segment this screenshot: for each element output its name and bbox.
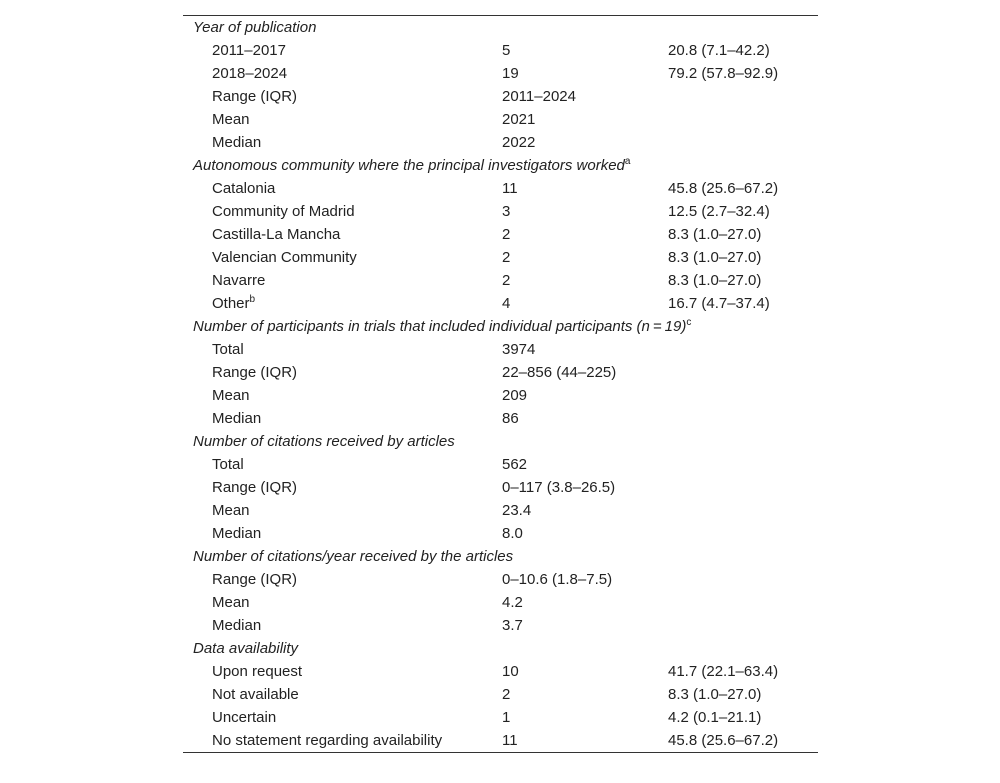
table-row	[183, 660, 818, 683]
table-row	[183, 62, 818, 85]
row-label-text: Median	[212, 410, 262, 427]
row-label-text: Other	[212, 295, 250, 312]
row-label	[212, 39, 286, 62]
row-label-text: Median	[212, 525, 262, 542]
section-heading	[183, 637, 818, 660]
table-row	[183, 499, 818, 522]
row-percent-ci: 79.2 (57.8–92.9)	[668, 65, 779, 82]
characteristics-table	[183, 15, 818, 753]
table-row	[183, 683, 818, 706]
table-row	[183, 338, 818, 361]
row-label	[212, 177, 275, 200]
row-label-text: Range (IQR)	[212, 479, 298, 496]
row-count: 3	[502, 203, 511, 220]
row-label	[212, 499, 250, 522]
table-row	[183, 361, 818, 384]
table-row	[183, 177, 818, 200]
row-count: 0–117 (3.8–26.5)	[502, 479, 616, 496]
row-label	[212, 683, 299, 706]
row-count: 3974	[502, 341, 536, 358]
row-percent-ci: 16.7 (4.7–37.4)	[668, 295, 770, 312]
row-count: 8.0	[502, 525, 523, 542]
table-row	[183, 292, 818, 315]
row-label	[212, 62, 287, 85]
table-row	[183, 591, 818, 614]
table-row	[183, 131, 818, 154]
row-label	[212, 660, 302, 683]
row-count: 4.2	[502, 594, 523, 611]
table-row	[183, 706, 818, 729]
row-label-text: Castilla-La Mancha	[212, 226, 341, 243]
row-count: 19	[502, 65, 519, 82]
row-count: 5	[502, 42, 511, 59]
section-heading-text: Year of publication	[193, 19, 317, 36]
row-label-text: Total	[212, 456, 244, 473]
row-label-text: Range (IQR)	[212, 364, 298, 381]
row-label-text: Mean	[212, 111, 250, 128]
row-label	[212, 338, 244, 361]
row-percent-ci: 12.5 (2.7–32.4)	[668, 203, 770, 220]
row-count: 22–856 (44–225)	[502, 364, 617, 381]
row-count: 209	[502, 387, 528, 404]
row-count: 11	[502, 732, 518, 749]
row-label-text: Upon request	[212, 663, 303, 680]
row-percent-ci: 41.7 (22.1–63.4)	[668, 663, 779, 680]
row-percent-ci: 45.8 (25.6–67.2)	[668, 180, 779, 197]
row-percent-ci: 45.8 (25.6–67.2)	[668, 732, 779, 749]
row-percent-ci: 8.3 (1.0–27.0)	[668, 272, 762, 289]
row-label	[212, 223, 340, 246]
row-label-text: Mean	[212, 502, 250, 519]
row-count: 86	[502, 410, 519, 427]
section-heading-text: Number of participants in trials that included individual participants (n = 19)	[193, 318, 687, 335]
table-row	[183, 39, 818, 62]
row-label-text: 2018–2024	[212, 65, 288, 82]
row-count: 2021	[502, 111, 536, 128]
row-label-text: Mean	[212, 594, 250, 611]
row-percent-ci: 20.8 (7.1–42.2)	[668, 42, 770, 59]
table-row	[183, 453, 818, 476]
row-label-text: 2011–2017	[212, 42, 286, 59]
row-count: 23.4	[502, 502, 532, 519]
row-label	[212, 246, 357, 269]
row-label	[212, 131, 261, 154]
row-label-text: No statement regarding availability	[212, 732, 443, 749]
table-row	[183, 223, 818, 246]
row-label	[212, 729, 442, 752]
section-heading	[183, 154, 818, 177]
row-label	[212, 591, 250, 614]
row-percent-ci: 4.2 (0.1–21.1)	[668, 709, 762, 726]
row-label	[212, 614, 261, 637]
row-percent-ci: 8.3 (1.0–27.0)	[668, 249, 762, 266]
row-label	[212, 108, 250, 131]
row-label-text: Median	[212, 134, 262, 151]
row-count: 3.7	[502, 617, 523, 634]
row-count: 10	[502, 663, 519, 680]
row-label-text: Mean	[212, 387, 250, 404]
table-row	[183, 522, 818, 545]
row-label	[212, 85, 297, 108]
footnote-marker: c	[686, 317, 692, 328]
table-row	[183, 246, 818, 269]
section-heading	[183, 315, 818, 338]
row-count: 2	[502, 226, 511, 243]
section-heading-text: Data availability	[193, 640, 299, 657]
row-label-text: Valencian Community	[212, 249, 357, 266]
section-heading-text: Number of citations/year received by the articles	[193, 548, 514, 565]
table-row	[183, 108, 818, 131]
row-percent-ci: 8.3 (1.0–27.0)	[668, 686, 762, 703]
row-count: 2	[502, 272, 511, 289]
row-label	[212, 361, 297, 384]
row-label-text: Range (IQR)	[212, 88, 298, 105]
table-row	[183, 476, 818, 499]
row-label	[212, 453, 244, 476]
row-label-text: Navarre	[212, 272, 266, 289]
table-row	[183, 568, 818, 591]
row-label	[212, 522, 261, 545]
table-row	[183, 85, 818, 108]
row-count: 4	[502, 295, 511, 312]
row-count: 1	[502, 709, 511, 726]
table-row	[183, 407, 818, 430]
section-heading-text: Autonomous community where the principal investigators worked	[193, 157, 625, 174]
row-label	[212, 706, 276, 729]
footnote-marker: b	[249, 294, 256, 305]
row-label	[212, 200, 355, 223]
row-label	[212, 407, 261, 430]
row-count: 562	[502, 456, 528, 473]
row-count: 11	[502, 180, 518, 197]
table-row	[183, 614, 818, 637]
row-label-text: Uncertain	[212, 709, 277, 726]
row-label	[212, 269, 265, 292]
section-heading	[183, 16, 818, 39]
row-label-text: Total	[212, 341, 244, 358]
row-label	[212, 384, 250, 407]
table-row	[183, 200, 818, 223]
row-label-text: Catalonia	[212, 180, 276, 197]
row-label-text: Community of Madrid	[212, 203, 355, 220]
row-label-text: Range (IQR)	[212, 571, 298, 588]
row-label-text: Median	[212, 617, 262, 634]
row-count: 0–10.6 (1.8–7.5)	[502, 571, 613, 588]
row-count: 2011–2024	[502, 88, 576, 105]
row-label	[212, 476, 297, 499]
row-label-text: Not available	[212, 686, 299, 703]
footnote-marker: a	[624, 156, 631, 167]
row-label	[212, 568, 297, 591]
row-count: 2022	[502, 134, 536, 151]
section-heading-text: Number of citations received by articles	[193, 433, 455, 450]
table-row	[183, 269, 818, 292]
row-percent-ci: 8.3 (1.0–27.0)	[668, 226, 762, 243]
row-count: 2	[502, 249, 511, 266]
table-row	[183, 729, 818, 752]
row-label	[212, 292, 255, 315]
row-count: 2	[502, 686, 511, 703]
section-heading	[183, 545, 818, 568]
table-row	[183, 384, 818, 407]
section-heading	[183, 430, 818, 453]
